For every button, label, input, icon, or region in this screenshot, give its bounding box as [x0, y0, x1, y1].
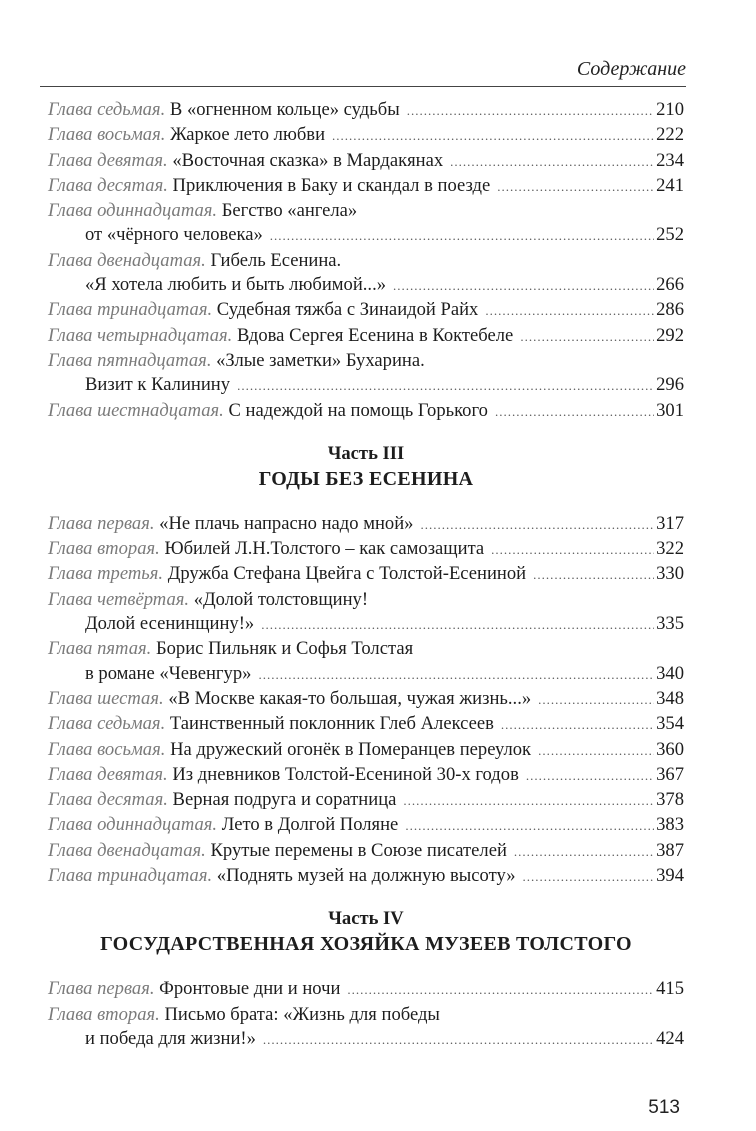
toc-entry-line — [48, 738, 684, 763]
toc-entry-text — [48, 399, 488, 423]
page-ref: 210 — [656, 99, 684, 120]
page-ref: 348 — [656, 687, 684, 709]
dot-leader — [497, 175, 654, 199]
page-ref: 360 — [656, 738, 684, 760]
toc-entry-list — [48, 512, 684, 889]
toc-entry-text — [48, 977, 340, 1001]
running-header: Содержание — [576, 58, 686, 80]
toc-entry-text — [85, 223, 263, 247]
dot-leader — [405, 814, 654, 838]
toc-entry-line — [48, 373, 684, 398]
page-ref: 424 — [656, 1027, 684, 1049]
toc-entry-line — [48, 1027, 684, 1052]
toc-entry-line — [48, 813, 684, 838]
dot-leader — [523, 865, 655, 889]
page-ref: 222 — [656, 124, 684, 146]
toc-entry-line — [48, 864, 684, 889]
toc-entry — [48, 738, 684, 763]
chapter-number: Глава пятнадцатая. — [48, 349, 212, 371]
toc-entry-text — [85, 662, 251, 686]
chapter-number: Глава вторая. — [48, 1003, 160, 1025]
toc-entry-line — [48, 588, 684, 612]
toc-entry-line — [48, 399, 684, 424]
chapter-title: Письмо брата: «Жизнь для победы — [164, 1003, 440, 1025]
chapter-title: «Долой толстовщину! — [193, 588, 369, 610]
dot-leader — [501, 713, 654, 737]
dot-leader — [520, 325, 654, 349]
chapter-title: «Злые заметки» Бухарина. — [216, 349, 425, 371]
toc-entry — [48, 98, 684, 123]
chapter-number: Глава четвёртая. — [48, 588, 190, 610]
chapter-title: В «огненном кольце» судьбы — [169, 99, 400, 120]
toc-entry-text — [48, 324, 513, 348]
chapter-title: С надеждой на помощь Горького — [228, 399, 488, 421]
chapter-number: Глава первая. — [48, 978, 155, 1000]
chapter-number: Глава первая. — [48, 512, 155, 534]
toc-entry-text — [48, 199, 357, 223]
toc-group-part2 — [48, 98, 684, 424]
chapter-number: Глава девятая. — [48, 763, 168, 785]
page-ref: 354 — [656, 713, 684, 735]
chapter-title: Таинственный поклонник Глеб Алексеев — [169, 713, 494, 735]
toc-entry-line — [48, 637, 684, 661]
toc-entry — [48, 687, 684, 712]
chapter-title: и победа для жизни!» — [85, 1027, 256, 1049]
toc-entry-line — [48, 662, 684, 687]
toc-entry-text — [48, 98, 400, 122]
chapter-title: Верная подруга и соратница — [172, 789, 397, 811]
toc-entry-line — [48, 324, 684, 349]
toc-entry-list — [48, 98, 684, 424]
chapter-number: Глава девятая. — [48, 149, 168, 171]
page-ref: 296 — [656, 374, 684, 396]
page-ref: 322 — [656, 538, 684, 560]
dot-leader — [538, 739, 654, 763]
dot-leader — [485, 299, 654, 323]
dot-leader — [237, 374, 654, 398]
toc-entry — [48, 813, 684, 838]
chapter-number: Глава двенадцатая. — [48, 839, 206, 861]
toc-entry — [48, 712, 684, 737]
toc-entry-text — [48, 1003, 440, 1027]
chapter-number: Глава седьмая. — [48, 99, 166, 120]
toc-entry-line — [48, 977, 684, 1002]
toc-entry — [48, 399, 684, 424]
dot-leader — [403, 789, 654, 813]
toc-entry-text — [48, 537, 484, 561]
part-title: ГОДЫ БЕЗ ЕСЕНИНА — [258, 467, 474, 490]
toc-entry-line — [48, 199, 684, 223]
header-rule — [40, 86, 686, 87]
toc-entry-text — [48, 712, 494, 736]
toc-entry-text — [48, 637, 413, 661]
chapter-title: «Восточная сказка» в Мардакянах — [172, 149, 444, 171]
chapter-title: Крутые перемены в Союзе писателей — [210, 839, 507, 861]
page-ref: 266 — [656, 274, 684, 296]
toc-entry-text — [48, 123, 325, 147]
toc-entry-text — [48, 687, 531, 711]
toc-entry-line — [48, 788, 684, 813]
page-ref: 286 — [656, 299, 684, 321]
chapter-number: Глава четырнадцатая. — [48, 324, 233, 346]
toc-entry-text — [48, 149, 443, 173]
toc-entry-text — [48, 249, 341, 273]
chapter-number: Глава шестнадцатая. — [48, 399, 224, 421]
dot-leader — [270, 224, 654, 248]
toc-entry — [48, 512, 684, 537]
chapter-number: Глава восьмая. — [48, 124, 166, 146]
part-3-heading — [48, 442, 684, 492]
chapter-title: «В Москве какая-то большая, чужая жизнь...» — [168, 687, 532, 709]
toc-entry — [48, 537, 684, 562]
chapter-title: Юбилей Л.Н.Толстого – как самозащита — [164, 538, 485, 560]
toc-entry-text — [48, 349, 425, 373]
dot-leader — [495, 400, 654, 424]
chapter-title: Фронтовые дни и ночи — [159, 978, 341, 1000]
toc-entry-text — [48, 298, 478, 322]
page-ref: 234 — [656, 149, 684, 171]
dot-leader — [420, 513, 654, 537]
toc-entry-list — [48, 977, 684, 1052]
page-ref: 330 — [656, 563, 684, 585]
chapter-title: Бегство «ангела» — [221, 200, 358, 222]
toc-entry — [48, 324, 684, 349]
chapter-title: На дружеский огонёк в Померанцев переулок — [170, 738, 532, 760]
page-ref: 340 — [656, 662, 684, 684]
toc-entry-text — [48, 174, 490, 198]
dot-leader — [258, 663, 654, 687]
toc-entry — [48, 199, 684, 249]
toc-entry-line — [48, 273, 684, 298]
dot-leader — [347, 978, 654, 1002]
toc-entry-line — [48, 149, 684, 174]
toc-entry-text — [48, 562, 526, 586]
chapter-number: Глава одиннадцатая. — [48, 200, 218, 222]
toc-entry — [48, 1003, 684, 1053]
toc-entry-line — [48, 298, 684, 323]
toc-entry-line — [48, 174, 684, 199]
toc-entry — [48, 977, 684, 1002]
page-ref: 394 — [656, 865, 684, 887]
chapter-title: Из дневников Толстой-Есениной 30-х годов — [172, 763, 519, 785]
chapter-title: «Поднять музей на должную высоту» — [216, 865, 516, 887]
part-4-heading — [48, 907, 684, 957]
toc-entry — [48, 249, 684, 299]
chapter-number: Глава восьмая. — [48, 738, 166, 760]
chapter-number: Глава седьмая. — [48, 713, 166, 735]
page-ref: 317 — [656, 512, 684, 534]
toc-entry-line — [48, 512, 684, 537]
toc-entry — [48, 588, 684, 638]
toc-entry — [48, 349, 684, 399]
page-ref: 378 — [656, 789, 684, 811]
chapter-title: «Я хотела любить и быть любимой...» — [85, 274, 387, 296]
chapter-title: «Не плачь напрасно надо мной» — [159, 512, 414, 534]
toc-entry-text — [85, 273, 386, 297]
toc-entry — [48, 864, 684, 889]
toc-entry-line — [48, 839, 684, 864]
toc-entry — [48, 149, 684, 174]
toc-entry-line — [48, 349, 684, 373]
dot-leader — [332, 124, 654, 148]
dot-leader — [393, 274, 654, 298]
toc-entry-text — [48, 839, 507, 863]
chapter-number: Глава пятая. — [48, 638, 152, 660]
page-ref: 383 — [656, 814, 684, 836]
chapter-title: Приключения в Баку и скандал в поезде — [172, 174, 491, 196]
page-ref: 241 — [656, 174, 684, 196]
chapter-title: Жаркое лето любви — [170, 124, 326, 146]
page-ref: 387 — [656, 839, 684, 861]
toc-entry-line — [48, 123, 684, 148]
chapter-number: Глава вторая. — [48, 538, 160, 560]
chapter-number: Глава тринадцатая. — [48, 865, 213, 887]
toc-entry-text — [48, 588, 368, 612]
dot-leader — [261, 613, 654, 637]
page-ref: 252 — [656, 224, 684, 246]
toc-entry-text — [48, 813, 398, 837]
toc-entry — [48, 562, 684, 587]
page-ref: 301 — [656, 399, 684, 421]
toc-entry-line — [48, 687, 684, 712]
toc-entry-line — [48, 249, 684, 273]
toc-entry-text — [48, 788, 396, 812]
toc-entry-text — [48, 763, 519, 787]
dot-leader — [538, 688, 654, 712]
dot-leader — [450, 150, 654, 174]
toc-entry — [48, 763, 684, 788]
chapter-title: Борис Пильняк и Софья Толстая — [155, 638, 414, 660]
toc-entry-line — [48, 98, 684, 123]
toc-entry-text — [85, 373, 230, 397]
page-ref: 367 — [656, 763, 684, 785]
toc-entry-text — [48, 864, 516, 888]
toc-entry-text — [48, 512, 413, 536]
toc-entry-text — [48, 738, 531, 762]
page-number: 513 — [648, 1097, 680, 1118]
toc-entry — [48, 174, 684, 199]
toc-entry — [48, 298, 684, 323]
part-label: Часть III — [327, 442, 405, 464]
toc-entry — [48, 123, 684, 148]
dot-leader — [526, 764, 654, 788]
toc-entry-line — [48, 537, 684, 562]
dot-leader — [533, 563, 654, 587]
chapter-title: Гибель Есенина. — [210, 249, 342, 271]
toc-entry-line — [48, 763, 684, 788]
part-label: Часть IV — [328, 908, 404, 930]
toc-entry-line — [48, 612, 684, 637]
chapter-number: Глава одиннадцатая. — [48, 814, 218, 836]
chapter-title: в романе «Чевенгур» — [85, 662, 252, 684]
chapter-number: Глава тринадцатая. — [48, 299, 213, 321]
table-of-contents — [48, 98, 684, 1052]
chapter-title: Дружба Стефана Цвейга с Толстой-Есениной — [167, 563, 527, 585]
chapter-number: Глава десятая. — [48, 789, 168, 811]
toc-entry-text — [85, 1027, 256, 1051]
dot-leader — [491, 538, 654, 562]
toc-entry-line — [48, 562, 684, 587]
chapter-title: Судебная тяжба с Зинаидой Райх — [216, 299, 479, 321]
chapter-title: от «чёрного человека» — [85, 224, 263, 246]
chapter-number: Глава двенадцатая. — [48, 249, 206, 271]
chapter-number: Глава десятая. — [48, 174, 168, 196]
page-ref: 292 — [656, 324, 684, 346]
dot-leader — [514, 840, 654, 864]
chapter-title: Визит к Калинину — [85, 374, 231, 396]
part-title: ГОСУДАРСТВЕННАЯ ХОЗЯЙКА МУЗЕЕВ ТОЛСТОГО — [100, 933, 632, 956]
chapter-title: Долой есенинщину!» — [85, 613, 255, 635]
chapter-title: Вдова Сергея Есенина в Коктебеле — [236, 324, 514, 346]
toc-entry-line — [48, 1003, 684, 1027]
chapter-title: Лето в Долгой Поляне — [221, 814, 399, 836]
toc-entry-text — [85, 612, 254, 636]
chapter-number: Глава третья. — [48, 563, 164, 585]
toc-entry — [48, 839, 684, 864]
toc-entry-line — [48, 223, 684, 248]
page-ref: 415 — [656, 978, 684, 1000]
toc-entry — [48, 788, 684, 813]
dot-leader — [263, 1028, 654, 1052]
chapter-number: Глава шестая. — [48, 687, 164, 709]
page-ref: 335 — [656, 613, 684, 635]
dot-leader — [407, 99, 654, 123]
toc-entry-line — [48, 712, 684, 737]
toc-entry — [48, 637, 684, 687]
